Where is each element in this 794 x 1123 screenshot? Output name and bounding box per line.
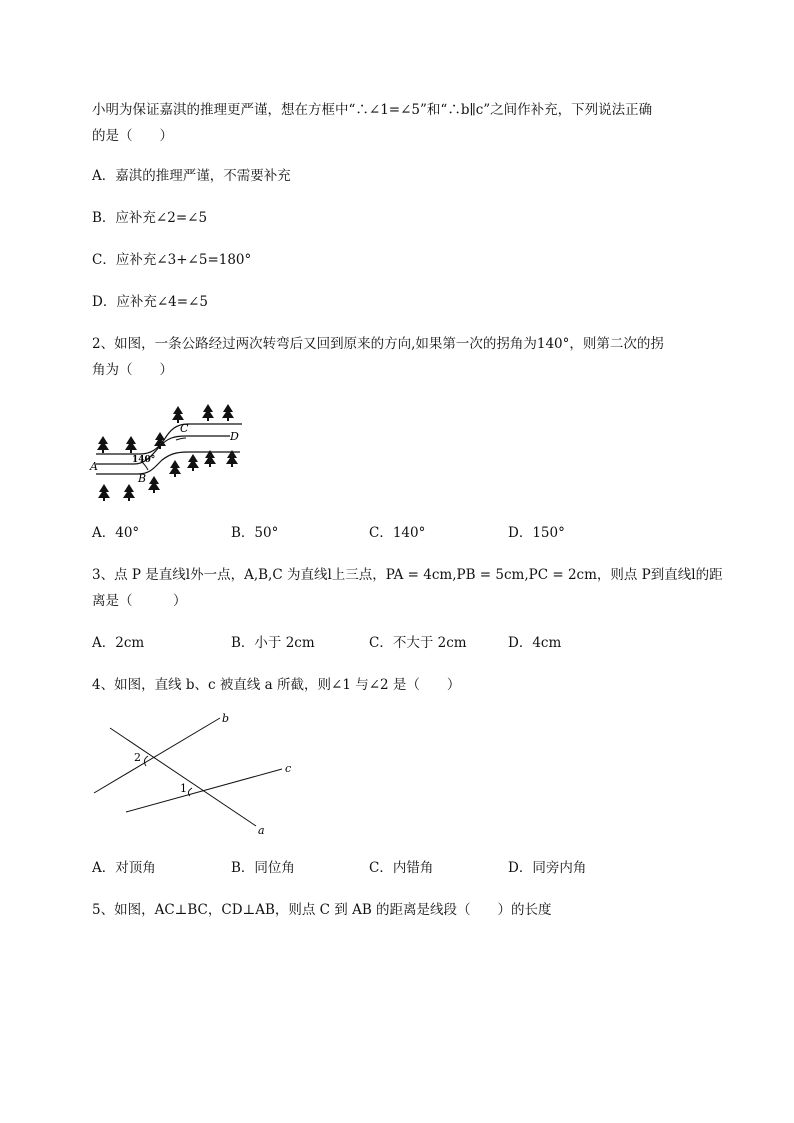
q4-option-d: D．同旁内角 — [508, 860, 587, 876]
q1-option-b: B．应补充∠2=∠5 — [92, 210, 208, 226]
q3-option-a: A．2cm — [92, 635, 145, 651]
label-line-a: a — [258, 824, 265, 837]
question-2-stem-line-2: 角为（ ） — [92, 362, 173, 378]
question-3-stem-line-2: 离是（ ） — [92, 593, 187, 609]
line-b — [94, 718, 220, 793]
q4-options-row — [92, 858, 612, 878]
question-4-stem: 4、如图，直线 b、c 被直线 a 所截，则∠1 与∠2 是（ ） — [92, 677, 461, 693]
q3-options-row — [92, 633, 612, 653]
question-1-stem-line-1: 小明为保证嘉淇的推理更严谨，想在方框中“∴∠1=∠5”和“∴b∥c”之间作补充，下列说法正确 — [92, 102, 653, 118]
q2-option-a: A．40° — [92, 525, 140, 541]
q2-option-c: C．140° — [369, 525, 426, 541]
question-2-stem-line-1: 2、如图，一条公路经过两次转弯后又回到原来的方向,如果第一次的拐角为140°，则第二次的拐 — [92, 336, 664, 352]
label-angle-140: 140° — [132, 455, 156, 465]
q3-option-b: B．小于 2cm — [231, 635, 315, 651]
q2-options-row — [92, 523, 612, 543]
question-1-stem-line-2: 的是（ ） — [92, 128, 173, 144]
road-figure — [88, 400, 248, 505]
transversal-figure — [88, 710, 308, 842]
label-line-b: b — [222, 712, 230, 725]
label-angle-2: 2 — [134, 751, 141, 764]
q1-option-a: A．嘉淇的推理严谨，不需要补充 — [92, 168, 291, 184]
label-line-c: c — [285, 762, 292, 775]
q4-option-b: B．同位角 — [231, 860, 295, 876]
angle-arc-c — [176, 438, 186, 440]
q1-option-d: D．应补充∠4=∠5 — [92, 294, 208, 310]
q4-option-a: A．对顶角 — [92, 860, 156, 876]
label-A: A — [90, 460, 98, 473]
q2-option-b: B．50° — [231, 525, 279, 541]
label-D: D — [230, 430, 239, 443]
q3-option-c: C．不大于 2cm — [369, 635, 467, 651]
label-B: B — [138, 472, 147, 485]
label-C: C — [180, 422, 189, 435]
line-a — [110, 728, 256, 826]
q2-option-d: D．150° — [508, 525, 565, 541]
q3-option-d: D．4cm — [508, 635, 562, 651]
q4-option-c: C．内错角 — [369, 860, 434, 876]
question-3-stem-line-1: 3、点 P 是直线l外一点，A,B,C 为直线l上三点，PA = 4cm,PB = 5cm,PC = 2cm，则点 P到直线l的距 — [92, 567, 723, 583]
road-lower-edge — [96, 452, 240, 474]
question-5-stem: 5、如图，AC⊥BC，CD⊥AB，则点 C 到 AB 的距离是线段（ ）的长度 — [92, 902, 552, 918]
q1-option-c: C．应补充∠3+∠5=180° — [92, 252, 252, 268]
label-angle-1: 1 — [180, 782, 187, 795]
